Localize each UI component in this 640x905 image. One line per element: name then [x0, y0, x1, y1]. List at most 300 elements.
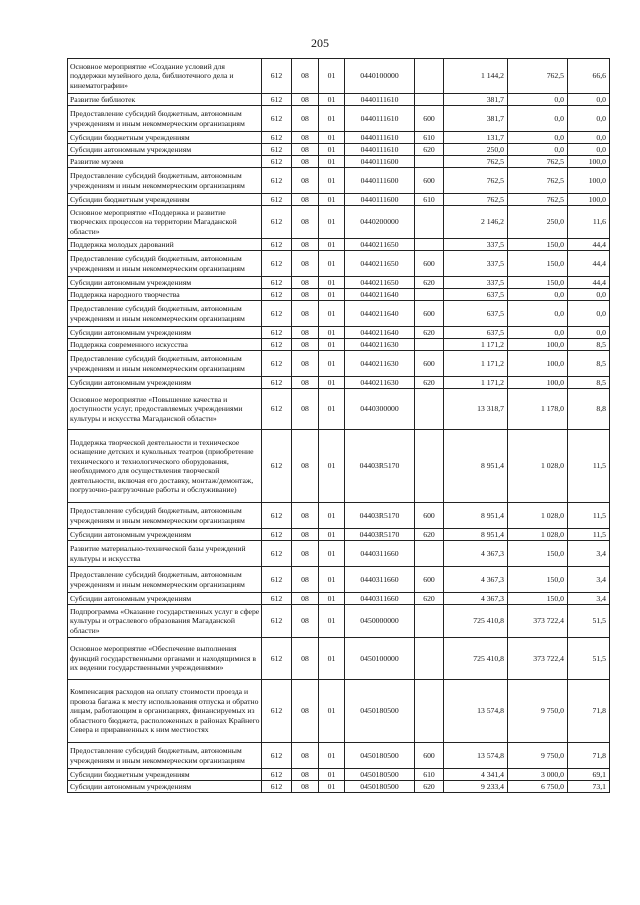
cell-planned-amount: 725 410,8 [444, 605, 508, 638]
cell-section-code: 08 [292, 94, 319, 106]
cell-planned-amount: 1 171,2 [444, 377, 508, 389]
cell-subsection-code: 01 [319, 781, 345, 793]
cell-planned-amount: 4 367,3 [444, 567, 508, 593]
cell-execution-percent: 11,5 [568, 430, 610, 503]
cell-subsection-code: 01 [319, 168, 345, 194]
cell-section-code: 08 [292, 194, 319, 206]
cell-section-code: 08 [292, 339, 319, 351]
cell-execution-percent: 100,0 [568, 194, 610, 206]
cell-expense-type: 620 [415, 327, 444, 339]
cell-target-article: 0440311660 [345, 567, 415, 593]
cell-expense-type: 610 [415, 769, 444, 781]
cell-executed-amount: 100,0 [508, 377, 568, 389]
cell-execution-percent: 0,0 [568, 132, 610, 144]
cell-target-article: 0440111610 [345, 106, 415, 132]
cell-target-article: 0440111610 [345, 132, 415, 144]
cell-executed-amount: 150,0 [508, 251, 568, 277]
cell-ministry-code: 612 [262, 605, 292, 638]
cell-name: Субсидии автономным учреждениям [68, 144, 262, 156]
cell-executed-amount: 762,5 [508, 156, 568, 168]
cell-executed-amount: 762,5 [508, 168, 568, 194]
cell-target-article: 0440211630 [345, 377, 415, 389]
cell-target-article: 0440111610 [345, 144, 415, 156]
cell-target-article: 04403R5170 [345, 503, 415, 529]
cell-target-article: 0440111610 [345, 94, 415, 106]
cell-ministry-code: 612 [262, 769, 292, 781]
cell-executed-amount: 3 000,0 [508, 769, 568, 781]
cell-section-code: 08 [292, 377, 319, 389]
table-row [68, 59, 610, 94]
cell-ministry-code: 612 [262, 377, 292, 389]
cell-subsection-code: 01 [319, 503, 345, 529]
cell-executed-amount: 0,0 [508, 144, 568, 156]
cell-execution-percent: 11,5 [568, 529, 610, 541]
cell-target-article: 0450180500 [345, 781, 415, 793]
cell-expense-type: 600 [415, 168, 444, 194]
cell-section-code: 08 [292, 593, 319, 605]
cell-execution-percent: 66,6 [568, 59, 610, 94]
cell-target-article: 0450180500 [345, 680, 415, 743]
cell-name: Развитие материально-технической базы учреждений культуры и искусства [68, 541, 262, 567]
cell-target-article: 0440211650 [345, 239, 415, 251]
table-row [68, 377, 610, 389]
cell-ministry-code: 612 [262, 339, 292, 351]
cell-planned-amount: 637,5 [444, 289, 508, 301]
cell-section-code: 08 [292, 503, 319, 529]
table-row [68, 277, 610, 289]
cell-planned-amount: 2 146,2 [444, 206, 508, 239]
cell-expense-type [415, 289, 444, 301]
cell-execution-percent: 0,0 [568, 289, 610, 301]
cell-expense-type [415, 389, 444, 430]
cell-planned-amount: 381,7 [444, 106, 508, 132]
table-row [68, 301, 610, 327]
cell-execution-percent: 3,4 [568, 541, 610, 567]
table-row [68, 638, 610, 680]
cell-expense-type [415, 239, 444, 251]
table-row [68, 144, 610, 156]
cell-expense-type: 620 [415, 529, 444, 541]
cell-subsection-code: 01 [319, 251, 345, 277]
cell-subsection-code: 01 [319, 529, 345, 541]
cell-target-article: 0450000000 [345, 605, 415, 638]
cell-planned-amount: 4 367,3 [444, 593, 508, 605]
cell-name: Основное мероприятие «Создание условий для поддержки музейного дела, библиотечного дела и кинематографии» [68, 59, 262, 94]
cell-name: Развитие музеев [68, 156, 262, 168]
cell-execution-percent: 100,0 [568, 168, 610, 194]
cell-name: Субсидии бюджетным учреждениям [68, 769, 262, 781]
cell-execution-percent: 0,0 [568, 106, 610, 132]
cell-planned-amount: 337,5 [444, 251, 508, 277]
cell-ministry-code: 612 [262, 351, 292, 377]
cell-name: Субсидии бюджетным учреждениям [68, 132, 262, 144]
cell-name: Предоставление субсидий бюджетным, автономным учреждениям и иным некоммерческим организациям [68, 168, 262, 194]
cell-name: Субсидии автономным учреждениям [68, 593, 262, 605]
table-row [68, 94, 610, 106]
table-row [68, 781, 610, 793]
cell-executed-amount: 1 028,0 [508, 430, 568, 503]
cell-ministry-code: 612 [262, 251, 292, 277]
table-row [68, 351, 610, 377]
cell-target-article: 04403R5170 [345, 430, 415, 503]
table-row [68, 168, 610, 194]
table-row [68, 503, 610, 529]
cell-target-article: 0440300000 [345, 389, 415, 430]
cell-planned-amount: 9 233,4 [444, 781, 508, 793]
cell-expense-type: 610 [415, 132, 444, 144]
cell-planned-amount: 1 144,2 [444, 59, 508, 94]
cell-name: Предоставление субсидий бюджетным, автономным учреждениям и иным некоммерческим организациям [68, 503, 262, 529]
cell-expense-type: 620 [415, 144, 444, 156]
table-row [68, 289, 610, 301]
cell-name: Основное мероприятие «Повышение качества и доступности услуг, предоставляемых учреждениями культуры и искусства Магаданской области» [68, 389, 262, 430]
cell-name: Субсидии автономным учреждениям [68, 781, 262, 793]
cell-planned-amount: 4 341,4 [444, 769, 508, 781]
cell-ministry-code: 612 [262, 327, 292, 339]
cell-executed-amount: 250,0 [508, 206, 568, 239]
cell-subsection-code: 01 [319, 593, 345, 605]
cell-planned-amount: 131,7 [444, 132, 508, 144]
cell-section-code: 08 [292, 168, 319, 194]
cell-expense-type: 600 [415, 251, 444, 277]
table-row [68, 593, 610, 605]
cell-executed-amount: 150,0 [508, 239, 568, 251]
cell-execution-percent: 8,5 [568, 377, 610, 389]
cell-planned-amount: 1 171,2 [444, 351, 508, 377]
cell-expense-type: 600 [415, 743, 444, 769]
cell-section-code: 08 [292, 680, 319, 743]
cell-planned-amount: 13 318,7 [444, 389, 508, 430]
cell-ministry-code: 612 [262, 168, 292, 194]
cell-ministry-code: 612 [262, 743, 292, 769]
cell-execution-percent: 0,0 [568, 94, 610, 106]
cell-subsection-code: 01 [319, 206, 345, 239]
cell-execution-percent: 69,1 [568, 769, 610, 781]
cell-name: Предоставление субсидий бюджетным, автономным учреждениям и иным некоммерческим организациям [68, 251, 262, 277]
cell-planned-amount: 762,5 [444, 168, 508, 194]
cell-executed-amount: 1 178,0 [508, 389, 568, 430]
cell-section-code: 08 [292, 132, 319, 144]
cell-target-article: 0440200000 [345, 206, 415, 239]
cell-expense-type: 620 [415, 593, 444, 605]
cell-execution-percent: 11,5 [568, 503, 610, 529]
cell-subsection-code: 01 [319, 132, 345, 144]
cell-planned-amount: 13 574,8 [444, 680, 508, 743]
cell-ministry-code: 612 [262, 206, 292, 239]
cell-execution-percent: 8,5 [568, 351, 610, 377]
cell-section-code: 08 [292, 277, 319, 289]
cell-expense-type: 610 [415, 194, 444, 206]
cell-expense-type: 600 [415, 567, 444, 593]
cell-subsection-code: 01 [319, 144, 345, 156]
cell-subsection-code: 01 [319, 94, 345, 106]
table-row [68, 156, 610, 168]
page-number: 205 [311, 36, 329, 50]
cell-subsection-code: 01 [319, 541, 345, 567]
cell-name: Основное мероприятие «Обеспечение выполнения функций государственными органами и находящимися в их ведении государственными учреждениями» [68, 638, 262, 680]
cell-target-article: 0440100000 [345, 59, 415, 94]
budget-table-container [67, 58, 609, 793]
cell-expense-type: 600 [415, 351, 444, 377]
cell-name: Субсидии бюджетным учреждениям [68, 194, 262, 206]
cell-ministry-code: 612 [262, 680, 292, 743]
cell-executed-amount: 1 028,0 [508, 503, 568, 529]
table-row [68, 541, 610, 567]
cell-ministry-code: 612 [262, 529, 292, 541]
cell-section-code: 08 [292, 206, 319, 239]
cell-target-article: 04403R5170 [345, 529, 415, 541]
cell-name: Основное мероприятие «Поддержка и развитие творческих процессов на территории Магаданской области» [68, 206, 262, 239]
cell-ministry-code: 612 [262, 389, 292, 430]
cell-execution-percent: 0,0 [568, 301, 610, 327]
table-row [68, 567, 610, 593]
cell-ministry-code: 612 [262, 106, 292, 132]
table-row [68, 239, 610, 251]
cell-planned-amount: 8 951,4 [444, 503, 508, 529]
cell-planned-amount: 8 951,4 [444, 529, 508, 541]
cell-planned-amount: 337,5 [444, 277, 508, 289]
cell-target-article: 0440111600 [345, 194, 415, 206]
cell-section-code: 08 [292, 289, 319, 301]
cell-execution-percent: 8,8 [568, 389, 610, 430]
cell-section-code: 08 [292, 638, 319, 680]
cell-planned-amount: 1 171,2 [444, 339, 508, 351]
cell-execution-percent: 11,6 [568, 206, 610, 239]
cell-ministry-code: 612 [262, 194, 292, 206]
cell-target-article: 0450180500 [345, 743, 415, 769]
cell-ministry-code: 612 [262, 94, 292, 106]
cell-section-code: 08 [292, 781, 319, 793]
cell-subsection-code: 01 [319, 680, 345, 743]
cell-execution-percent: 44,4 [568, 277, 610, 289]
cell-section-code: 08 [292, 769, 319, 781]
cell-section-code: 08 [292, 327, 319, 339]
cell-expense-type: 600 [415, 503, 444, 529]
cell-name: Поддержка творческой деятельности и техническое оснащение детских и кукольных театров (приобретение технического и технологического оборудования, необходимого для осуществления творческой деятельности, включая его доставку, монтаж/демонтаж, погрузочно-разгрузочные работы и обслуживание) [68, 430, 262, 503]
table-row [68, 769, 610, 781]
cell-execution-percent: 51,5 [568, 638, 610, 680]
cell-target-article: 0440111600 [345, 156, 415, 168]
cell-target-article: 0440211650 [345, 277, 415, 289]
cell-executed-amount: 9 750,0 [508, 743, 568, 769]
cell-executed-amount: 0,0 [508, 106, 568, 132]
cell-expense-type [415, 638, 444, 680]
cell-name: Поддержка современного искусства [68, 339, 262, 351]
budget-table-body [68, 59, 610, 793]
cell-executed-amount: 1 028,0 [508, 529, 568, 541]
cell-executed-amount: 150,0 [508, 593, 568, 605]
cell-execution-percent: 3,4 [568, 567, 610, 593]
table-row [68, 529, 610, 541]
cell-execution-percent: 0,0 [568, 327, 610, 339]
cell-execution-percent: 71,8 [568, 680, 610, 743]
cell-executed-amount: 0,0 [508, 132, 568, 144]
cell-executed-amount: 6 750,0 [508, 781, 568, 793]
cell-execution-percent: 44,4 [568, 251, 610, 277]
cell-name: Субсидии автономным учреждениям [68, 277, 262, 289]
cell-ministry-code: 612 [262, 638, 292, 680]
cell-target-article: 0440311660 [345, 541, 415, 567]
cell-planned-amount: 381,7 [444, 94, 508, 106]
cell-planned-amount: 4 367,3 [444, 541, 508, 567]
cell-section-code: 08 [292, 239, 319, 251]
cell-ministry-code: 612 [262, 430, 292, 503]
cell-expense-type [415, 156, 444, 168]
cell-planned-amount: 762,5 [444, 156, 508, 168]
cell-section-code: 08 [292, 389, 319, 430]
cell-executed-amount: 0,0 [508, 289, 568, 301]
cell-ministry-code: 612 [262, 59, 292, 94]
cell-name: Поддержка молодых дарований [68, 239, 262, 251]
cell-executed-amount: 762,5 [508, 59, 568, 94]
cell-section-code: 08 [292, 605, 319, 638]
cell-ministry-code: 612 [262, 593, 292, 605]
table-row [68, 194, 610, 206]
table-row [68, 389, 610, 430]
cell-execution-percent: 8,5 [568, 339, 610, 351]
cell-executed-amount: 0,0 [508, 94, 568, 106]
table-row [68, 206, 610, 239]
cell-executed-amount: 100,0 [508, 351, 568, 377]
cell-expense-type [415, 339, 444, 351]
cell-section-code: 08 [292, 529, 319, 541]
cell-planned-amount: 762,5 [444, 194, 508, 206]
cell-execution-percent: 3,4 [568, 593, 610, 605]
cell-section-code: 08 [292, 144, 319, 156]
cell-target-article: 0440211630 [345, 351, 415, 377]
cell-subsection-code: 01 [319, 327, 345, 339]
cell-ministry-code: 612 [262, 541, 292, 567]
cell-execution-percent: 71,8 [568, 743, 610, 769]
cell-ministry-code: 612 [262, 503, 292, 529]
cell-section-code: 08 [292, 541, 319, 567]
cell-executed-amount: 0,0 [508, 327, 568, 339]
cell-section-code: 08 [292, 743, 319, 769]
cell-target-article: 0440311660 [345, 593, 415, 605]
cell-executed-amount: 762,5 [508, 194, 568, 206]
cell-section-code: 08 [292, 430, 319, 503]
cell-subsection-code: 01 [319, 194, 345, 206]
cell-name: Субсидии автономным учреждениям [68, 377, 262, 389]
cell-subsection-code: 01 [319, 289, 345, 301]
budget-table [67, 58, 610, 793]
cell-subsection-code: 01 [319, 239, 345, 251]
cell-subsection-code: 01 [319, 389, 345, 430]
cell-subsection-code: 01 [319, 567, 345, 593]
cell-expense-type: 600 [415, 301, 444, 327]
cell-planned-amount: 337,5 [444, 239, 508, 251]
cell-planned-amount: 250,0 [444, 144, 508, 156]
cell-target-article: 0440211640 [345, 289, 415, 301]
cell-planned-amount: 725 410,8 [444, 638, 508, 680]
cell-subsection-code: 01 [319, 351, 345, 377]
cell-subsection-code: 01 [319, 430, 345, 503]
cell-executed-amount: 100,0 [508, 339, 568, 351]
cell-name: Поддержка народного творчества [68, 289, 262, 301]
cell-ministry-code: 612 [262, 567, 292, 593]
cell-executed-amount: 150,0 [508, 541, 568, 567]
table-row [68, 605, 610, 638]
cell-execution-percent: 0,0 [568, 144, 610, 156]
cell-name: Субсидии автономным учреждениям [68, 529, 262, 541]
cell-target-article: 0440211630 [345, 339, 415, 351]
cell-target-article: 0440211650 [345, 251, 415, 277]
cell-executed-amount: 373 722,4 [508, 605, 568, 638]
cell-name: Предоставление субсидий бюджетным, автономным учреждениям и иным некоммерческим организациям [68, 351, 262, 377]
table-row [68, 430, 610, 503]
cell-section-code: 08 [292, 156, 319, 168]
table-row [68, 106, 610, 132]
table-row [68, 680, 610, 743]
cell-expense-type: 600 [415, 106, 444, 132]
cell-expense-type [415, 680, 444, 743]
cell-ministry-code: 612 [262, 239, 292, 251]
cell-target-article: 0440211640 [345, 327, 415, 339]
cell-section-code: 08 [292, 301, 319, 327]
cell-name: Субсидии автономным учреждениям [68, 327, 262, 339]
cell-expense-type: 620 [415, 277, 444, 289]
cell-expense-type [415, 605, 444, 638]
cell-section-code: 08 [292, 567, 319, 593]
cell-ministry-code: 612 [262, 289, 292, 301]
cell-section-code: 08 [292, 106, 319, 132]
cell-subsection-code: 01 [319, 156, 345, 168]
cell-ministry-code: 612 [262, 277, 292, 289]
cell-target-article: 0450100000 [345, 638, 415, 680]
cell-planned-amount: 13 574,8 [444, 743, 508, 769]
table-row [68, 251, 610, 277]
table-row [68, 339, 610, 351]
cell-name: Развитие библиотек [68, 94, 262, 106]
cell-executed-amount: 150,0 [508, 567, 568, 593]
cell-executed-amount: 373 722,4 [508, 638, 568, 680]
cell-planned-amount: 8 951,4 [444, 430, 508, 503]
cell-expense-type [415, 206, 444, 239]
cell-name: Предоставление субсидий бюджетным, автономным учреждениям и иным некоммерческим организациям [68, 743, 262, 769]
cell-executed-amount: 150,0 [508, 277, 568, 289]
cell-name: Предоставление субсидий бюджетным, автономным учреждениям и иным некоммерческим организациям [68, 106, 262, 132]
cell-subsection-code: 01 [319, 339, 345, 351]
cell-subsection-code: 01 [319, 743, 345, 769]
cell-execution-percent: 73,1 [568, 781, 610, 793]
cell-target-article: 0440111600 [345, 168, 415, 194]
cell-expense-type [415, 94, 444, 106]
cell-executed-amount: 9 750,0 [508, 680, 568, 743]
table-row [68, 743, 610, 769]
cell-subsection-code: 01 [319, 277, 345, 289]
cell-execution-percent: 100,0 [568, 156, 610, 168]
cell-ministry-code: 612 [262, 132, 292, 144]
cell-subsection-code: 01 [319, 377, 345, 389]
cell-ministry-code: 612 [262, 781, 292, 793]
cell-subsection-code: 01 [319, 106, 345, 132]
cell-subsection-code: 01 [319, 769, 345, 781]
cell-ministry-code: 612 [262, 301, 292, 327]
cell-expense-type [415, 541, 444, 567]
cell-section-code: 08 [292, 351, 319, 377]
cell-subsection-code: 01 [319, 59, 345, 94]
cell-expense-type: 620 [415, 781, 444, 793]
cell-execution-percent: 44,4 [568, 239, 610, 251]
table-row [68, 132, 610, 144]
cell-ministry-code: 612 [262, 144, 292, 156]
cell-name: Предоставление субсидий бюджетным, автономным учреждениям и иным некоммерческим организациям [68, 567, 262, 593]
cell-name: Компенсация расходов на оплату стоимости проезда и провоза багажа к месту использования отпуска и обратно лицам, работающим в организациях, финансируемых из областного бюджета, расположенных в районах Крайнего Севера и приравненных к ним местностях [68, 680, 262, 743]
cell-name: Предоставление субсидий бюджетным, автономным учреждениям и иным некоммерческим организациям [68, 301, 262, 327]
cell-section-code: 08 [292, 251, 319, 277]
cell-name: Подпрограмма «Оказание государственных услуг в сфере культуры и отраслевого образования Магаданской области» [68, 605, 262, 638]
cell-executed-amount: 0,0 [508, 301, 568, 327]
